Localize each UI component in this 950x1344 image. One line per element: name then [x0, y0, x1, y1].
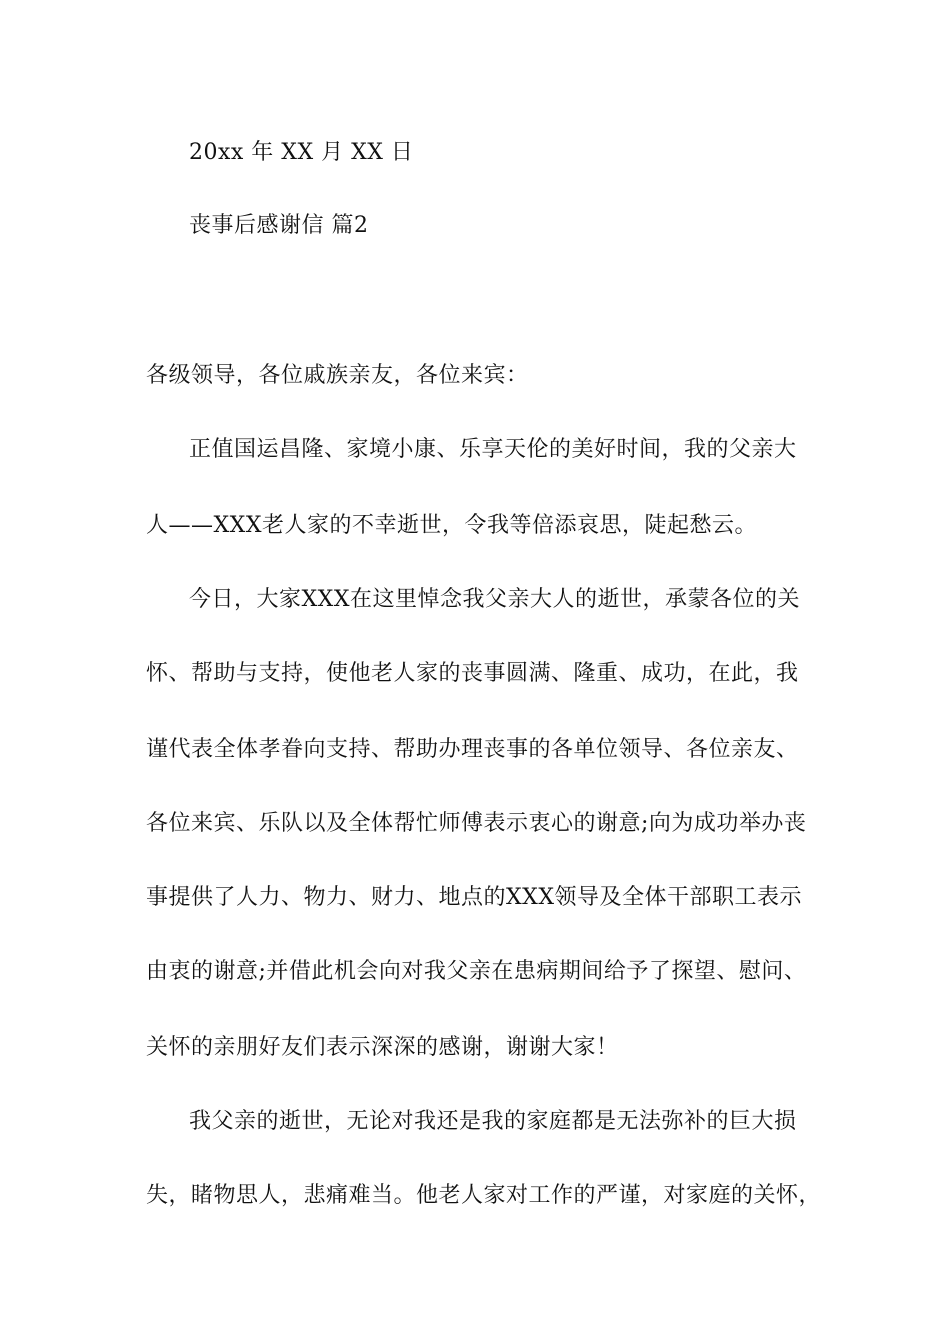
paragraph-line: 各位来宾、乐队以及全体帮忙师傅表示衷心的谢意;向为成功举办丧 [146, 811, 807, 836]
section-title: 丧事后感谢信 篇2 [189, 213, 369, 238]
paragraph-line: 失，睹物思人，悲痛难当。他老人家对工作的严谨，对家庭的关怀， [146, 1183, 822, 1208]
paragraph-line: 我父亲的逝世，无论对我还是我的家庭都是无法弥补的巨大损 [189, 1109, 797, 1134]
paragraph-line: 谨代表全体孝眷向支持、帮助办理丧事的各单位领导、各位亲友、 [146, 737, 799, 762]
date-line: 20xx 年 XX 月 XX 日 [189, 140, 414, 165]
paragraph-line: 人——XXX老人家的不幸逝世，令我等倍添哀思，陡起愁云。 [146, 513, 757, 538]
paragraph-line: 由衷的谢意;并借此机会向对我父亲在患病期间给予了探望、慰问、 [146, 959, 807, 984]
salutation: 各级领导，各位戚族亲友，各位来宾： [146, 363, 529, 388]
paragraph-line: 正值国运昌隆、家境小康、乐享天伦的美好时间，我的父亲大 [189, 437, 797, 462]
paragraph-line: 今日，大家XXX在这里悼念我父亲大人的逝世，承蒙各位的关 [189, 587, 800, 612]
paragraph-line: 怀、帮助与支持，使他老人家的丧事圆满、隆重、成功，在此，我 [146, 661, 799, 686]
paragraph-line: 关怀的亲朋好友们表示深深的感谢，谢谢大家！ [146, 1035, 619, 1060]
paragraph-line: 事提供了人力、物力、财力、地点的XXX领导及全体干部职工表示 [146, 885, 802, 910]
